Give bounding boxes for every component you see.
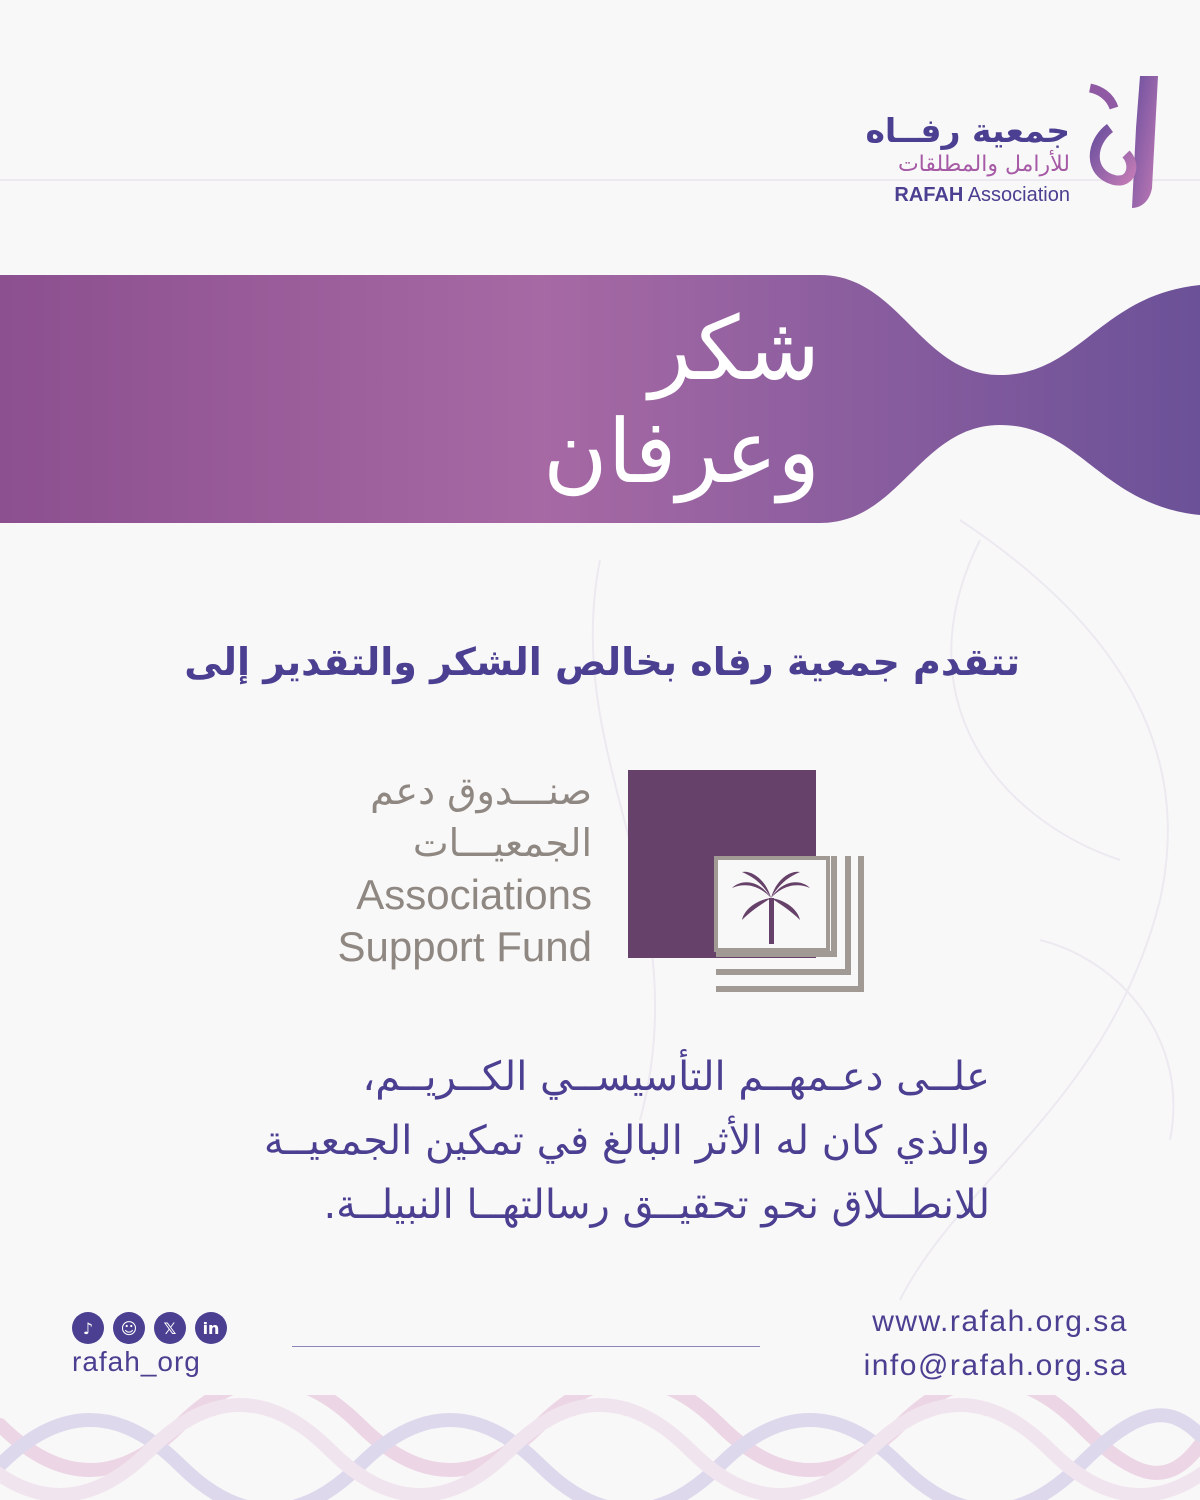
partner-arabic-line-1: صنـــدوق دعم [370,769,592,813]
linkedin-icon[interactable]: in [195,1312,227,1344]
website-link[interactable]: www.rafah.org.sa [872,1305,1128,1338]
contact-info [864,1300,1128,1388]
partner-logo-text [330,765,592,973]
x-icon[interactable]: 𝕏 [154,1312,186,1344]
logo-english-rest: Association [963,184,1070,206]
rafah-logo-mark-icon [1070,68,1170,213]
email-link[interactable]: info@rafah.org.sa [863,1349,1128,1382]
snapchat-icon[interactable]: ☺ [113,1312,145,1344]
logo-english-bold: RAFAH [894,184,964,206]
logo-english-name [770,180,1070,210]
social-handle[interactable]: rafah_org [72,1346,201,1377]
intro-heading: تتقدم جمعية رفاه بخالص الشكر والتقدير إلى [184,640,1020,684]
partner-english-line-2: Support Fund [337,923,592,970]
body-line-2: والذي كان له الأثر البالغ في تمكين الجمعيــة [263,1118,990,1164]
thanks-body [120,1045,990,1237]
banner-title: شكر وعرفان [542,297,820,503]
partner-english-line-1: Associations [356,871,592,918]
partner-arabic-line-2: الجمعيـــات [412,821,592,865]
logo-arabic-subtitle: للأرامل والمطلقات [897,152,1070,177]
body-line-1: علــى دعـمهــم التأسيســي الكــريــم، [362,1054,990,1100]
tiktok-icon[interactable]: ♪ [72,1312,104,1344]
footer-divider [292,1346,760,1347]
decorative-braid [0,1395,1200,1500]
social-icons [72,1312,227,1344]
rafah-logo [770,112,1070,210]
logo-arabic-title: جمعية رفــاه [865,111,1070,150]
body-line-3: للانطــلاق نحو تحقيــق رسالتهــا النبيلــة. [323,1182,990,1228]
partner-logo-mark [628,770,864,1006]
